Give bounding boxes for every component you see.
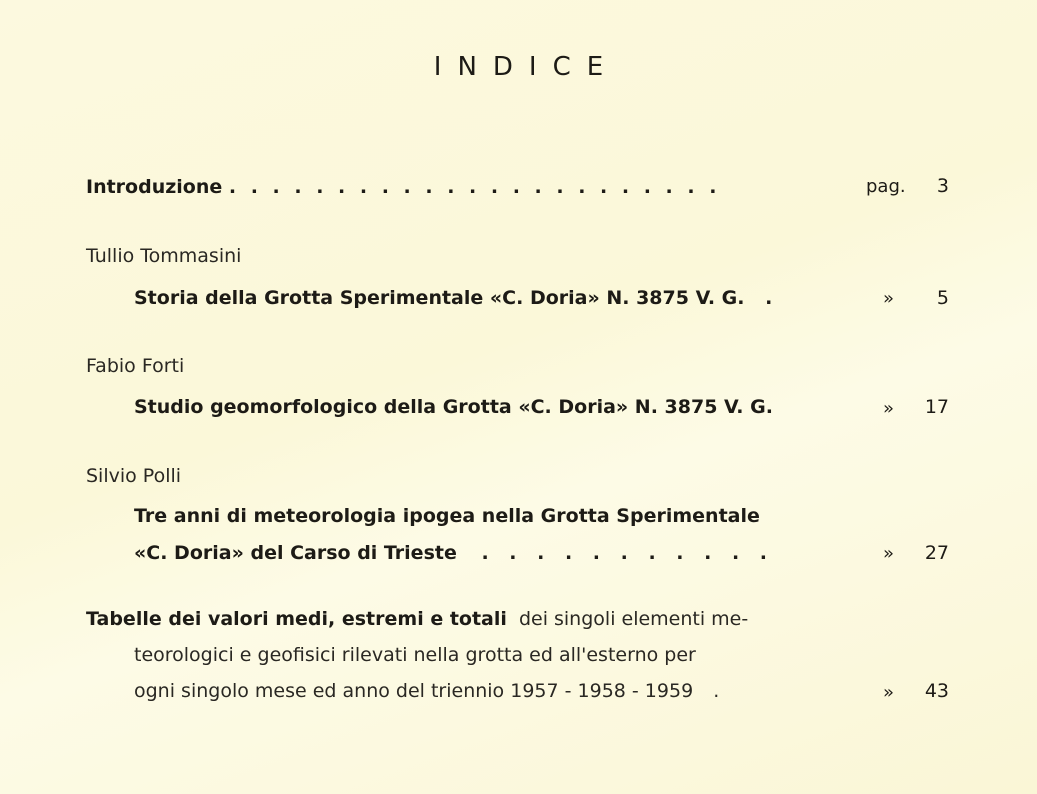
leader-dots: . [765, 287, 773, 309]
author-name: Tullio Tommasini [86, 245, 242, 267]
ditto-mark: » [883, 682, 895, 703]
toc-entry-studio[interactable] [134, 396, 773, 418]
toc-entry-meteorologia-cont[interactable] [134, 542, 774, 564]
toc-entry-tabelle-last[interactable] [134, 680, 719, 702]
leader-dots: . [713, 680, 720, 702]
toc-entry-intro[interactable] [86, 176, 720, 198]
index-title: INDICE [433, 52, 620, 82]
leader-dots: . . . . . . . . . . . . . . . . . . . . . . . [228, 176, 721, 198]
page-prefix: pag. [866, 176, 906, 197]
entry-title-bold: Tabelle dei valori medi, estremi e totali [86, 608, 507, 630]
entry-title-line3: ogni singolo mese ed anno del triennio 1957 - 1958 - 1959 [134, 680, 694, 702]
author-name: Silvio Polli [86, 465, 182, 487]
toc-entry-tabelle[interactable] [86, 608, 748, 630]
entry-title: Studio geomorfologico della Grotta «C. Doria» N. 3875 V. G. [134, 396, 773, 418]
author-name: Fabio Forti [86, 355, 185, 377]
page-number: 27 [924, 542, 949, 564]
entry-title-rest: dei singoli elementi me- [518, 608, 749, 630]
entry-title: Introduzione [86, 176, 223, 198]
page-number: 43 [924, 680, 949, 702]
ditto-mark: » [883, 398, 895, 419]
entry-title-line1: Tre anni di meteorologia ipogea nella Grotta Sperimentale [134, 505, 760, 527]
entry-title-line2: teorologici e geofisici rilevati nella grotta ed all'esterno per [134, 644, 696, 666]
toc-entry-meteorologia[interactable] [134, 505, 760, 527]
ditto-mark: » [883, 288, 895, 309]
page-number: 3 [936, 175, 949, 197]
entry-title: Storia della Grotta Sperimentale «C. Doria» N. 3875 V. G. [134, 287, 745, 309]
leader-dots: . . . . . . . . . . . [481, 542, 775, 564]
page-number: 17 [924, 396, 949, 418]
entry-title-line2: «C. Doria» del Carso di Trieste [134, 542, 457, 564]
toc-entry-storia[interactable] [134, 287, 772, 309]
page-number: 5 [936, 287, 949, 309]
ditto-mark: » [883, 543, 895, 564]
